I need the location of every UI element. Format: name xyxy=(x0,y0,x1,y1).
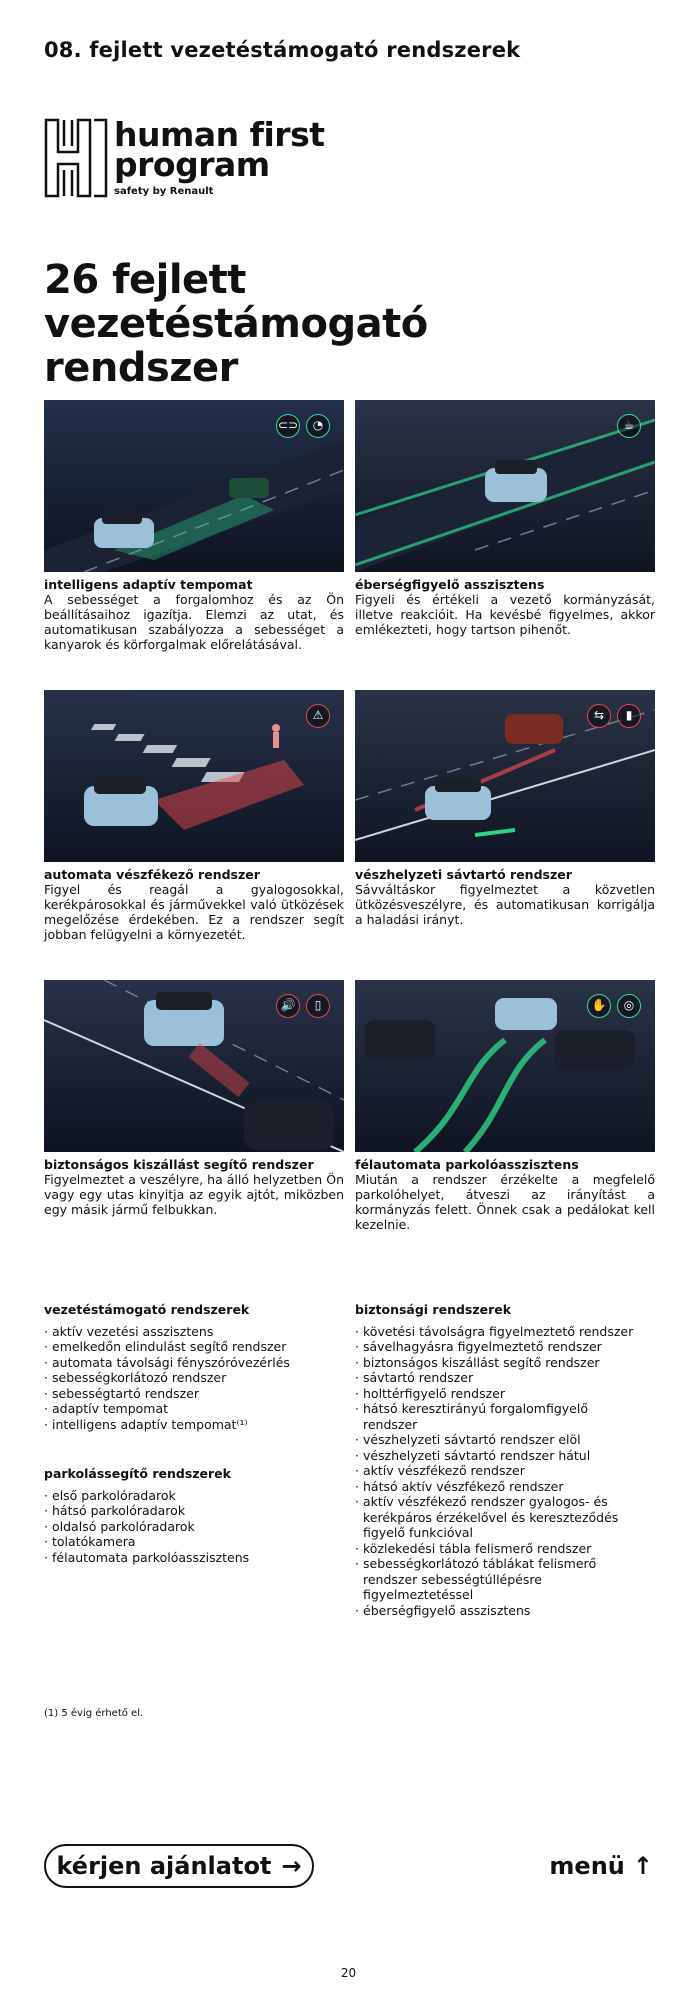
feature-card-adaptive-cruise xyxy=(44,400,344,652)
list-item: · sávtartó rendszer xyxy=(355,1370,645,1386)
list-item: · automata távolsági fényszóróvezérlés xyxy=(44,1355,344,1371)
headline-line-2: vezetéstámogató xyxy=(44,301,428,347)
car-follow-icon: ⊂⊃ xyxy=(276,414,300,438)
list-item: · adaptív tempomat xyxy=(44,1401,344,1417)
parking-hand-icon: ✋ xyxy=(587,994,611,1018)
list-item: · hátsó aktív vészfékező rendszer xyxy=(355,1479,645,1495)
feature-image xyxy=(355,690,655,862)
feature-image xyxy=(44,980,344,1152)
list-item: · vészhelyzeti sávtartó rendszer hátul xyxy=(355,1448,645,1464)
feature-image xyxy=(44,400,344,572)
list-item: · félautomata parkolóasszisztens xyxy=(44,1550,344,1566)
list-item: · sebességtartó rendszer xyxy=(44,1386,344,1402)
list-item: · sávelhagyásra figyelmeztető rendszer xyxy=(355,1339,645,1355)
human-first-logo xyxy=(44,115,344,200)
feature-title: automata vészfékező rendszer xyxy=(44,867,260,882)
feature-title: félautomata parkolóasszisztens xyxy=(355,1157,579,1172)
steering-wheel-icon: ◎ xyxy=(617,994,641,1018)
safety-systems-list xyxy=(355,1302,645,1618)
menu-link[interactable] xyxy=(549,1852,653,1880)
page-headline xyxy=(44,258,428,390)
brake-warning-icon: ⚠ xyxy=(306,704,330,728)
list-item: · vészhelyzeti sávtartó rendszer elöl xyxy=(355,1432,645,1448)
cta-label: kérjen ajánlatot xyxy=(56,1852,272,1880)
list-item: · követési távolságra figyelmeztető rendszer xyxy=(355,1324,645,1340)
logo-line-1: human first xyxy=(114,115,325,154)
feature-description: Figyel és reagál a gyalogosokkal, kerékpárosokkal és járművekkel való ütközések megelőzése érdekében. Ez a rendszer segít jobban felügyelni a környezetét. xyxy=(44,882,344,942)
list-item: · holttérfigyelő rendszer xyxy=(355,1386,645,1402)
arrow-up-icon: ↑ xyxy=(632,1852,653,1880)
list-item: · éberségfigyelő asszisztens xyxy=(355,1603,645,1619)
feature-title: vészhelyzeti sávtartó rendszer xyxy=(355,867,572,882)
list-item: · oldalsó parkolóradarok xyxy=(44,1519,344,1535)
list-item: · aktív vezetési asszisztens xyxy=(44,1324,344,1340)
arrow-right-icon: → xyxy=(281,1852,302,1880)
footnote: (1) 5 évig érhető el. xyxy=(44,1708,144,1719)
feature-title: éberségfigyelő asszisztens xyxy=(355,577,545,592)
list-item: · közlekedési tábla felismerő rendszer xyxy=(355,1541,645,1557)
logo-line-2: program xyxy=(114,145,270,184)
feature-title: intelligens adaptív tempomat xyxy=(44,577,253,592)
speed-dial-icon: ◔ xyxy=(306,414,330,438)
headline-line-3: rendszer xyxy=(44,345,238,391)
h-logo-mark-icon xyxy=(44,118,108,198)
feature-image xyxy=(44,690,344,862)
request-quote-button[interactable] xyxy=(44,1844,314,1888)
parking-assist-list xyxy=(44,1466,344,1565)
feature-card-parking-assist xyxy=(355,980,655,1232)
list-item: · első parkolóradarok xyxy=(44,1488,344,1504)
feature-description: Figyeli és értékeli a vezető kormányzását, illetve reakcióit. Ha kevésbé figyelmes, akkor emlékezteti, hogy tartson pihenőt. xyxy=(355,592,655,637)
page-number: 20 xyxy=(340,1966,357,1980)
list-item: · sebességkorlátozó táblákat felismerő rendszer sebességtúllépésre figyelmeztetéssel xyxy=(355,1556,645,1603)
list-heading: vezetéstámogató rendszerek xyxy=(44,1302,250,1317)
list-item: · hátsó parkolóradarok xyxy=(44,1503,344,1519)
lane-change-icon: ⇆ xyxy=(587,704,611,728)
feature-card-emergency-braking xyxy=(44,690,344,942)
menu-label: menü xyxy=(549,1852,625,1880)
headline-line-1: 26 fejlett xyxy=(44,257,246,303)
feature-description: A sebességet a forgalomhoz és az Ön beállításaihoz igazítja. Elemzi az utat, és automatikusan szabályozza a sebességet a kanyarok és körforgalmak előrelátásával. xyxy=(44,592,344,652)
door-open-icon: ▯ xyxy=(306,994,330,1018)
car-top-icon: ▮ xyxy=(617,704,641,728)
list-item: · emelkedőn elindulást segítő rendszer xyxy=(44,1339,344,1355)
list-item: · biztonságos kiszállást segítő rendszer xyxy=(355,1355,645,1371)
list-heading: parkolássegítő rendszerek xyxy=(44,1466,231,1481)
coffee-cup-icon: ☕ xyxy=(617,414,641,438)
list-item: · intelligens adaptív tempomat⁽¹⁾ xyxy=(44,1417,344,1433)
list-item: · hátsó keresztirányú forgalomfigyelő rendszer xyxy=(355,1401,645,1432)
feature-image xyxy=(355,980,655,1152)
feature-title: biztonságos kiszállást segítő rendszer xyxy=(44,1157,314,1172)
feature-card-emergency-lane-keeping xyxy=(355,690,655,927)
speaker-alert-icon: 🔊 xyxy=(276,994,300,1018)
list-heading: biztonsági rendszerek xyxy=(355,1302,512,1317)
list-item: · aktív vészfékező rendszer gyalogos- és kerékpáros érzékelővel és kereszteződés figyelő funkcióval xyxy=(355,1494,645,1541)
feature-description: Miután a rendszer érzékelte a megfelelő parkolóhelyet, átveszi az irányítást a kormányzás felett. Önnek csak a pedálokat kell kezelnie. xyxy=(355,1172,655,1232)
feature-description: Sávváltáskor figyelmeztet a közvetlen ütközésveszélyre, és automatikusan korrigálja a haladási irányt. xyxy=(355,882,655,927)
list-item: · tolatókamera xyxy=(44,1534,344,1550)
feature-description: Figyelmeztet a veszélyre, ha álló helyzetben Ön vagy egy utas kinyitja az egyik ajtót, miközben egy másik jármű felbukkan. xyxy=(44,1172,344,1217)
section-title: 08. fejlett vezetéstámogató rendszerek xyxy=(44,38,521,62)
logo-wordmark xyxy=(114,115,325,184)
list-item: · sebességkorlátozó rendszer xyxy=(44,1370,344,1386)
list-item: · aktív vészfékező rendszer xyxy=(355,1463,645,1479)
driving-assist-list xyxy=(44,1302,344,1432)
feature-card-safe-exit xyxy=(44,980,344,1217)
logo-tagline: safety by Renault xyxy=(114,186,214,197)
feature-image xyxy=(355,400,655,572)
feature-card-attention-assist xyxy=(355,400,655,637)
